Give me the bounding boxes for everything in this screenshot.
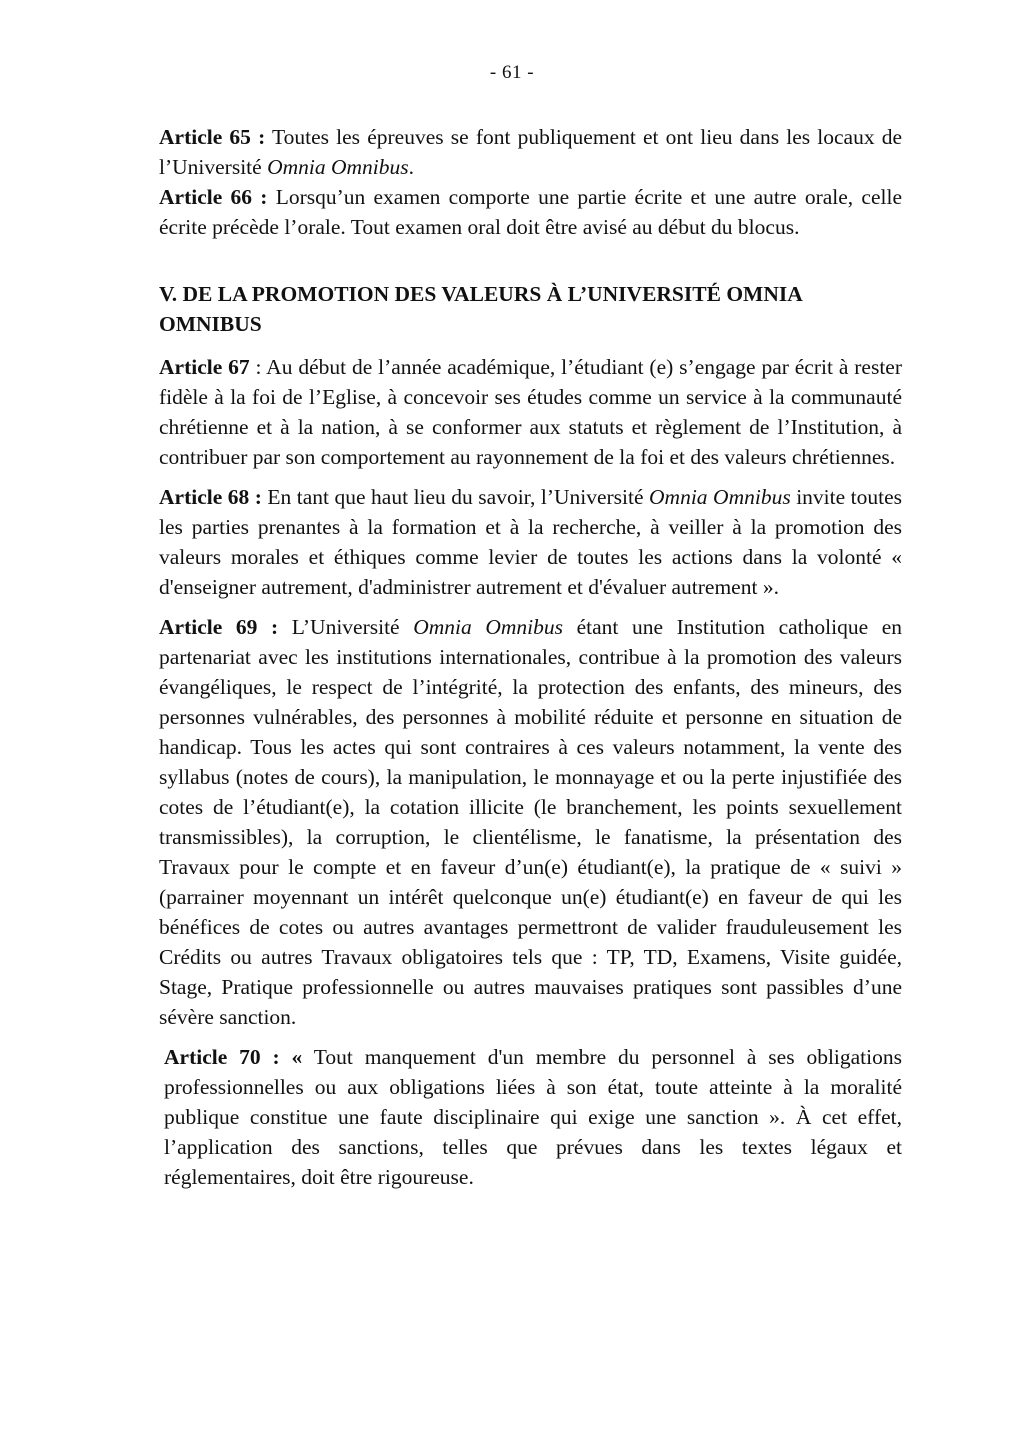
article-65-text-end: .	[408, 155, 414, 179]
article-69-text-end: étant une Institution catholique en partenariat avec les institutions internationales, contribue à la promotion des valeurs évangéliques, le respect de l’intégrité, la protection des enfants, des mineurs, des personnes vulnérables, des personnes à mobilité réduite et personne en situation de handicap. Tous les actes qui sont contraires à ces valeurs notamment, la vente des syllabus (notes de cours), la manipulation, le monnayage et ou la perte injustifiée des cotes de l’étudiant(e), la cotation illicite (le branchement, les points sexuellement transmissibles), la corruption, le clientélisme, le fanatisme, la présentation des Travaux pour le compte et en faveur d’un(e) étudiant(e), la pratique de « suivi » (parrainer moyennant un intérêt quelconque un(e) étudiant(e) en faveur de qui les bénéfices de cotes ou autres avantages permettront de valider frauduleusement les Crédits ou autres Travaux obligatoires tels que : TP, TD, Examens, Visite guidée, Stage, Pratique professionnelle ou autres mauvaises pratiques sont passibles d’une sévère sanction.	[159, 615, 903, 1029]
article-65-label: Article 65 :	[159, 125, 266, 149]
document-body	[159, 122, 902, 1192]
article-70-label: Article 70 : «	[164, 1045, 303, 1069]
university-name-italic: Omnia Omnibus	[267, 155, 409, 179]
article-69-text: L’Université	[278, 615, 414, 639]
article-66-text: Lorsqu’un examen comporte une partie écrite et une autre orale, celle écrite précède l’orale. Tout examen oral doit être avisé au début du blocus.	[159, 185, 903, 239]
article-68-label: Article 68 :	[159, 485, 262, 509]
article-65	[159, 122, 902, 182]
university-name-italic: Omnia Omnibus	[413, 615, 563, 639]
article-69	[159, 612, 902, 1032]
article-66-label: Article 66 :	[159, 185, 268, 209]
article-68-text: En tant que haut lieu du savoir, l’Université	[261, 485, 650, 509]
article-67-label: Article 67	[159, 355, 250, 379]
article-68	[159, 482, 902, 602]
article-70-text: Tout manquement d'un membre du personnel à ses obligations professionnelles ou aux obligations liées à son état, toute atteinte à la moralité publique constitue une faute disciplinaire qui exige une sanction ». À cet effet, l’application des sanctions, telles que prévues dans les textes légaux et réglementaires, doit être rigoureuse.	[164, 1045, 902, 1189]
article-65-text: Toutes les épreuves se font publiquement et ont lieu dans les locaux de l’Université	[159, 125, 903, 179]
article-68-text-end: invite toutes les parties prenantes à la formation et à la recherche, à veiller à la promotion des valeurs morales et éthiques comme levier de toutes les actions dans la volonté « d'enseigner autrement, d'administrer autrement et d'évaluer autrement ».	[159, 485, 903, 599]
page-number: - 61 -	[489, 62, 535, 83]
article-70	[159, 1042, 902, 1192]
article-69-label: Article 69 :	[159, 615, 279, 639]
article-66	[159, 182, 902, 242]
article-67-text: : Au début de l’année académique, l’étudiant (e) s’engage par écrit à rester fidèle à la foi de l’Eglise, à concevoir ses études comme un service à la communauté chrétienne et à la nation, à se conformer aux statuts et règlement de l’Institution, à contribuer par son comportement au rayonnement de la foi et des valeurs chrétiennes.	[159, 355, 902, 469]
section-heading: V. DE LA PROMOTION DES VALEURS À L’UNIVERSITÉ OMNIA OMNIBUS	[159, 282, 802, 336]
article-67	[159, 352, 902, 472]
university-name-italic: Omnia Omnibus	[649, 485, 791, 509]
